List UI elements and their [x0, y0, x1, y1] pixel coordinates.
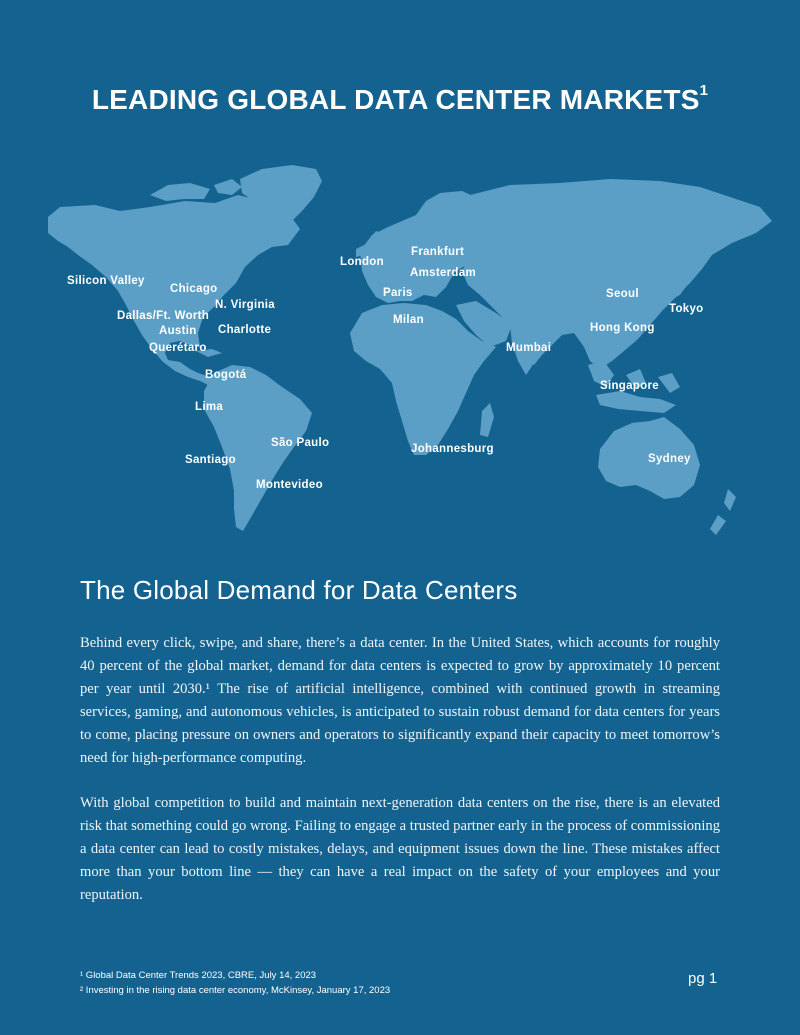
city-label-austin: Austin	[159, 325, 197, 337]
city-label-queretaro: Querétaro	[149, 342, 207, 354]
city-label-n-virginia: N. Virginia	[215, 299, 275, 311]
footnote-1: ¹ Global Data Center Trends 2023, CBRE, July 14, 2023	[80, 970, 317, 981]
city-label-silicon-valley: Silicon Valley	[67, 275, 145, 287]
city-label-johannesburg: Johannesburg	[411, 443, 494, 455]
madagascar-island	[480, 403, 494, 437]
page-title-text: LEADING GLOBAL DATA CENTER MARKETS	[91, 84, 700, 115]
city-label-tokyo: Tokyo	[669, 303, 704, 315]
city-label-paris: Paris	[383, 287, 413, 299]
city-label-milan: Milan	[393, 314, 424, 326]
city-label-sydney: Sydney	[648, 453, 691, 465]
page-number: pg 1	[688, 970, 718, 987]
world-map	[0, 155, 800, 555]
city-label-sao-paulo: São Paulo	[271, 437, 330, 449]
city-label-lima: Lima	[195, 401, 224, 413]
city-label-dallas-ft-worth: Dallas/Ft. Worth	[117, 310, 210, 322]
section-heading: The Global Demand for Data Centers	[80, 575, 518, 605]
world-map-graphic	[0, 155, 800, 555]
title-footnote-marker: 1	[699, 82, 709, 99]
city-label-chicago: Chicago	[170, 283, 218, 295]
city-label-hong-kong: Hong Kong	[590, 322, 655, 334]
city-label-london: London	[340, 256, 384, 268]
city-label-bogota: Bogotá	[205, 369, 247, 381]
city-label-charlotte: Charlotte	[218, 324, 272, 336]
city-label-frankfurt: Frankfurt	[411, 246, 465, 258]
body-paragraph-1: Behind every click, swipe, and share, there’s a data center. In the United States, which accounts for roughly 40 percent of the global market, demand for data centers is expected to grow by approximately 10 percent per year until 2030.¹ The rise of artificial intelligence, combined with continued growth in streaming services, gaming, and autonomous vehicles, is anticipated to sustain robust demand for data centers for years to come, placing pressure on owners and operators to significantly expand their capacity to meet tomorrow’s need for high-performance computing.	[80, 635, 720, 766]
city-label-seoul: Seoul	[606, 288, 639, 300]
asia-landmass	[462, 179, 772, 369]
city-label-mumbai: Mumbai	[506, 342, 552, 354]
city-label-santiago: Santiago	[185, 454, 236, 466]
city-label-singapore: Singapore	[600, 380, 659, 392]
page-title	[0, 84, 800, 116]
city-label-amsterdam: Amsterdam	[410, 267, 476, 279]
new-zealand-islands	[710, 489, 736, 535]
city-label-montevideo: Montevideo	[256, 479, 323, 491]
arctic-islands	[150, 179, 242, 201]
footnotes	[80, 968, 390, 998]
body-paragraph-2: With global competition to build and maintain next-generation data centers on the rise, there is an elevated risk that something could go wrong. Failing to engage a trusted partner early in the process of commissioning a data center can lead to costly mistakes, delays, and equipment issues down the line. These mistakes affect more than your bottom line — they can have a real impact on the safety of your employees and your reputation.	[80, 795, 720, 903]
footnote-2: ² Investing in the rising data center economy, McKinsey, January 17, 2023	[80, 985, 391, 996]
